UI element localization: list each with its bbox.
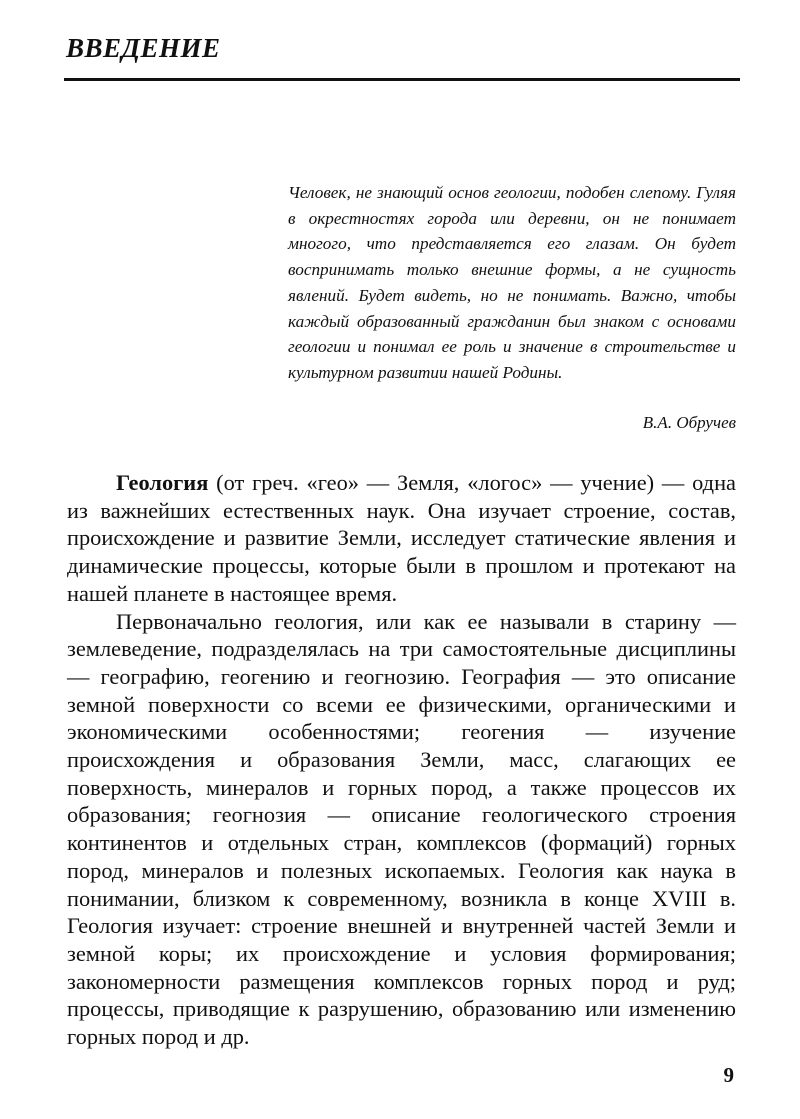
epigraph-author: В.А. Обручев [642, 413, 736, 432]
paragraph-1-text: (от греч. «гео» — Земля, «логос» — учение) — одна из важнейших естественных наук. Она изучает строение, состав, происхождение и развитие Земли, исследует статические явления и динамические процессы, которые были в прошлом и протекают на нашей планете в настоящее время. [67, 470, 736, 606]
main-text [67, 469, 736, 1051]
title-divider [64, 78, 740, 81]
page-number: 9 [723, 1063, 734, 1087]
epigraph-quote: Человек, не знающий основ геологии, подобен слепому. Гуляя в окрестностях города или деревни, он не понимает многого, что представляется его глазам. Он будет воспринимать только внешние формы, а не сущность явлений. Будет видеть, но не понимать. Важно, чтобы каждый образованный гражданин был знаком с основами геологии и понимал ее роль и значение в строительстве и культурном развитии нашей Родины. [288, 183, 736, 382]
paragraph-2: Первоначально геология, или как ее называли в старину — землеведение, подразделялась на три самостоятельные дисциплины — географию, геогению и геогнозию. География — это описание земной поверхности со всеми ее физическими, органическими и экономическими особенностями; геогения — изучение происхождения и образования Земли, масс, слагающих ее поверхность, минералов и горных пород, а также процессов их образования; геогнозия — описание геологического строения континентов и отдельных стран, комплексов (формаций) горных пород, минералов и полезных ископаемых. Геология как наука в понимании, близком к современному, возникла в конце XVIII в. Геология изучает: строение внешней и внутренней частей Земли и земной коры; их происхождение и условия формирования; закономерности размещения комплексов горных пород и руд; процессы, приводящие к разрушению, образованию или изменению горных пород и др. [67, 608, 736, 1050]
chapter-title: ВВЕДЕНИЕ [66, 33, 221, 63]
paragraph-1 [67, 469, 736, 608]
term-geology: Геология [116, 470, 209, 495]
